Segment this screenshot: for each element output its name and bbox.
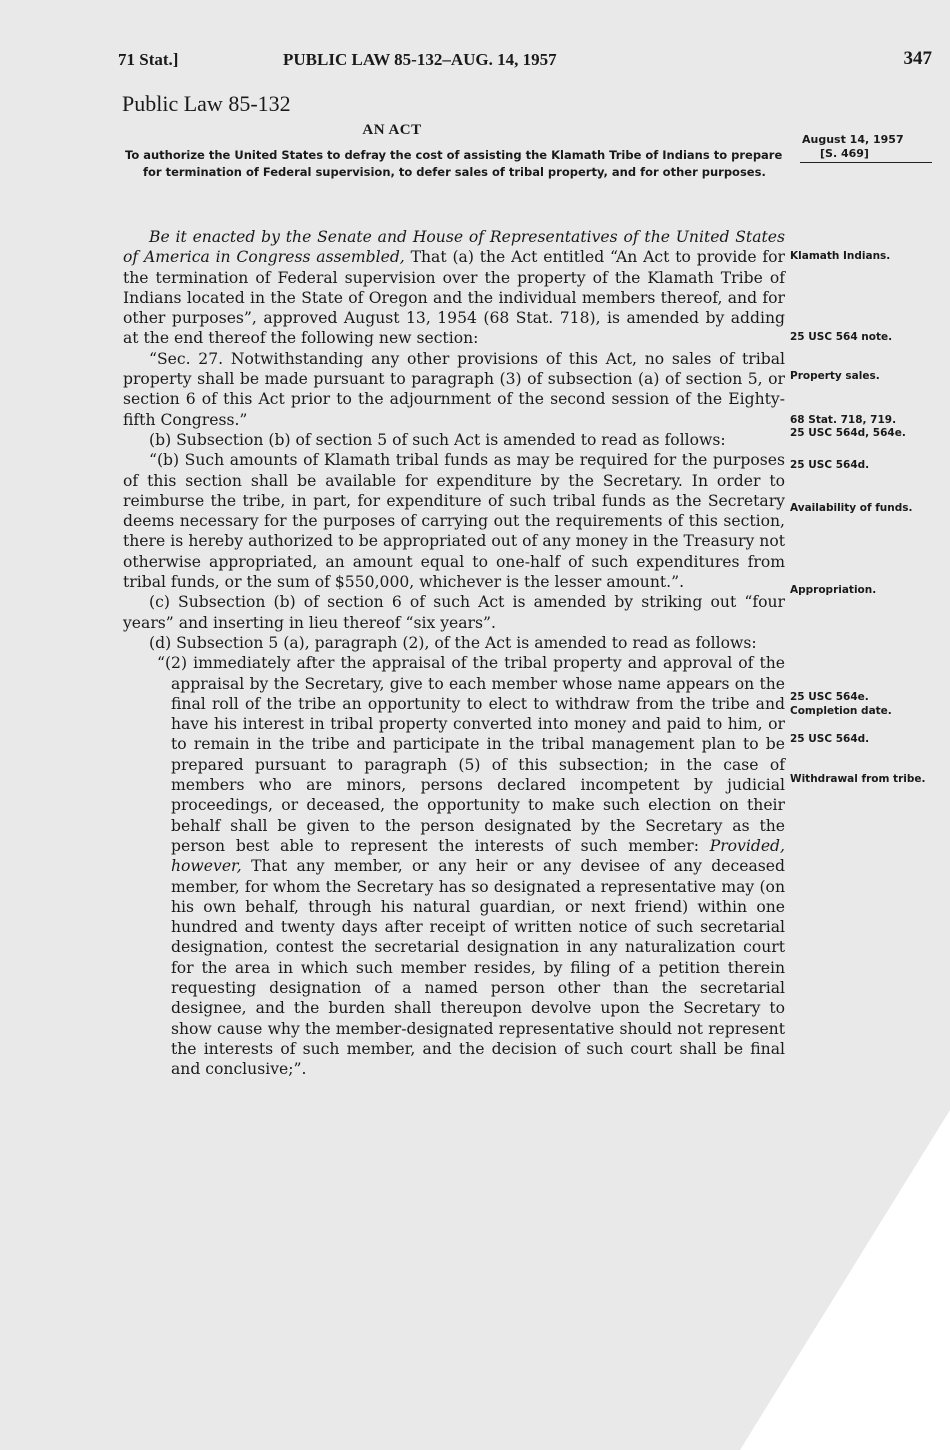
- paragraph-2-text-before: “(2) immediately after the appraisal of the tribal property and approval of the appraisal by the Secretary, give to each member whose name appears on the final roll of the tribe an opportunity to elect to withdraw from the tribe and have his interest in tribal property converted into money and paid to him, or to remain in the tribe and participate in the tribal management plan to be prepared pursuant to paragraph (5) of this subsection; in the case of members who are minors, persons declared incompetent by judicial proceedings, or deceased, the opportunity to make such election on their behalf shall be given to the person designated by the Secretary as the person best able to represent the interests of such member:: [157, 654, 785, 855]
- paragraph-2-quoted: [123, 653, 785, 1079]
- margin-note-usc-564d: 25 USC 564d.: [790, 459, 870, 471]
- margin-note-property-sales: Property sales.: [790, 370, 880, 382]
- margin-note-usc-note: 25 USC 564 note.: [790, 331, 893, 343]
- provided-however: Provided, however,: [171, 836, 785, 876]
- margin-note-usc-564e: 25 USC 564e.: [790, 691, 869, 703]
- margin-note-usc-564d-564e: 25 USC 564d, 564e.: [790, 427, 906, 439]
- law-title: Public Law 85-132: [122, 91, 291, 116]
- margin-note-withdrawal-from-tribe: Withdrawal from tribe.: [790, 773, 926, 785]
- page-number: 347: [903, 48, 932, 69]
- margin-note-klamath-indians: Klamath Indians.: [790, 250, 891, 262]
- volume-reference: 71 Stat.]: [118, 50, 179, 69]
- margin-note-appropriation: Appropriation.: [790, 584, 877, 596]
- act-purpose: To authorize the United States to defray the cost of assisting the Klamath Tribe of Indians to prepare for termination of Federal supervision, to defer sales of tribal property, and for other purposes.: [125, 148, 783, 179]
- approval-date: August 14, 1957: [802, 133, 904, 146]
- section-b-intro: (b) Subsection (b) of section 5 of such Act is amended to read as follows:: [149, 430, 726, 449]
- margin-note-availability-of-funds: Availability of funds.: [790, 502, 913, 514]
- section-b-quoted: “(b) Such amounts of Klamath tribal funds as may be required for the purposes of this section shall be available for expenditure by the Secretary. In order to reimburse the tribe, in part, for expenditure of such tribal funds as the Secretary deems necessary for the purposes of carrying out the requirements of this section, there is hereby authorized to be appropriated out of any money in the Treasury not otherwise appropriated, an amount equal to one-half of such expenditures from tribal funds, or the sum of $550,000, whichever is the lesser amount.”.: [123, 451, 785, 592]
- law-date-header: PUBLIC LAW 85-132–AUG. 14, 1957: [283, 50, 557, 69]
- margin-date: [802, 133, 932, 161]
- section-d-intro: (d) Subsection 5 (a), paragraph (2), of the Act is amended to read as follows:: [149, 633, 757, 652]
- margin-note-stat-reference: 68 Stat. 718, 719.: [790, 414, 897, 426]
- enacting-paragraph: [123, 227, 785, 349]
- bill-number: [S. 469]: [820, 147, 869, 160]
- act-body: [123, 227, 785, 1079]
- section-c-text: (c) Subsection (b) of section 6 of such Act is amended by striking out “four years” and inserting in lieu thereof “six years”.: [123, 593, 785, 632]
- paragraph-2-text-after: That any member, or any heir or any devisee of any deceased member, for whom the Secretary has so designated a representative may (on his own behalf, through his natural guardian, or next friend) within one hundred and twenty days after receipt of written notice of such secretarial designation, contest the secretarial designation in any naturalization court for the area in which such member resides, by filing of a petition therein requesting designation of a named person other than the secretarial designee, and the burden shall thereupon devolve upon the Secretary to show cause why the member-designated representative should not represent the interests of such member, and the decision of such court shall be final and conclusive;”.: [171, 857, 785, 1079]
- margin-note-usc-564d-second: 25 USC 564d.: [790, 733, 870, 745]
- act-heading: AN ACT: [362, 122, 422, 138]
- enacting-clause: Be it enacted by the Senate and House of Representatives of the United States of America in Congress assembled,: [123, 228, 785, 267]
- section-27-text: “Sec. 27. Notwithstanding any other provisions of this Act, no sales of tribal property shall be made pursuant to paragraph (3) of subsection (a) of section 5, or section 6 of this Act prior to the adjournment of the second session of the Eighty-fifth Congress.”: [123, 349, 785, 429]
- section-a-text: That (a) the Act entitled “An Act to provide for the termination of Federal supervision over the property of the Klamath Tribe of Indians located in the State of Oregon and the individual members thereof, and for other purposes”, approved August 13, 1954 (68 Stat. 718), is amended by adding at the end thereof the following new section:: [123, 248, 785, 348]
- margin-note-completion-date: Completion date.: [790, 705, 892, 717]
- torn-page-corner: [740, 1110, 950, 1450]
- margin-date-rule: [800, 162, 932, 163]
